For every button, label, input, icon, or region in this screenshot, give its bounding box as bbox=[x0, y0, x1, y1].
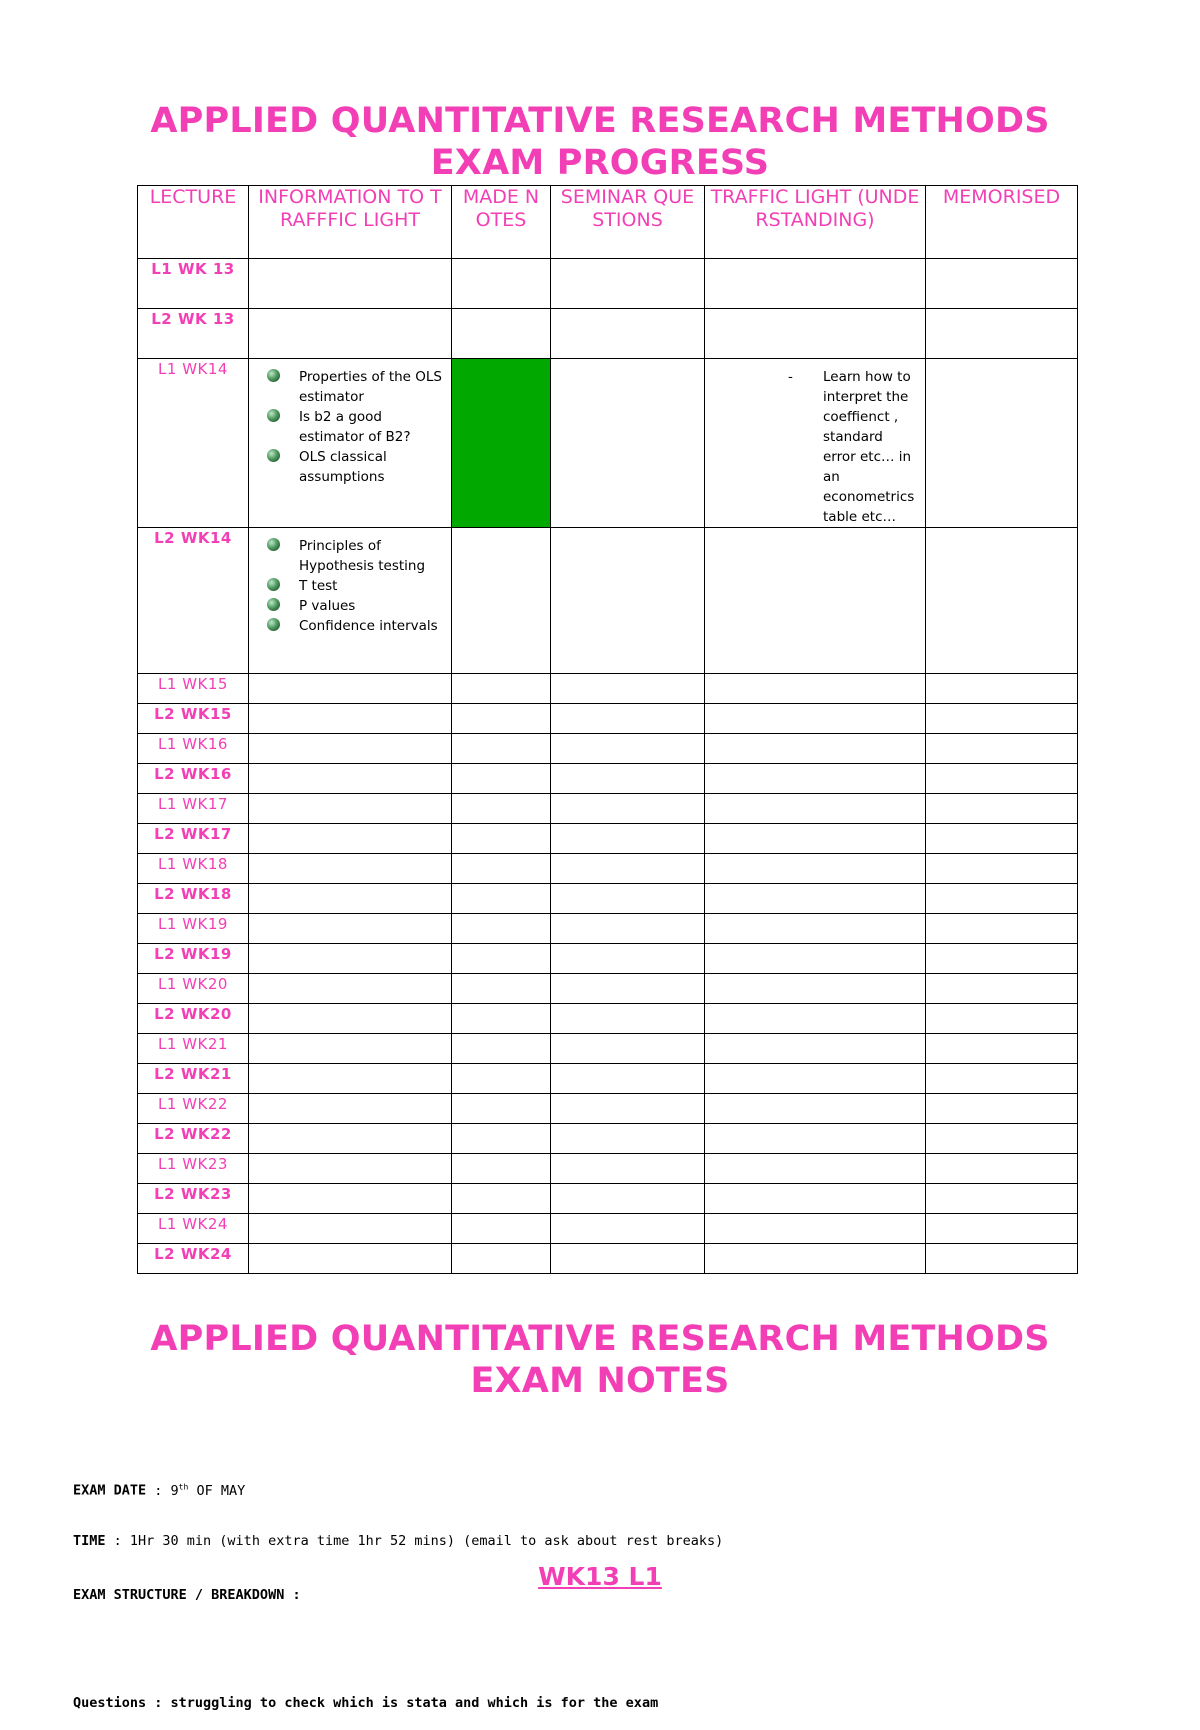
topic-text: Properties of the OLS estimator bbox=[299, 369, 442, 405]
section-heading-wk13-l1: WK13 L1 bbox=[538, 1562, 662, 1591]
topic-text: OLS classical assumptions bbox=[299, 449, 387, 485]
traffic-light-cell bbox=[705, 309, 926, 359]
information-cell bbox=[249, 674, 452, 704]
questions-text: Questions : struggling to check which is stata and which is for the exam bbox=[73, 1695, 659, 1711]
table-row bbox=[138, 1154, 1078, 1184]
information-cell bbox=[249, 884, 452, 914]
made-notes-cell bbox=[452, 914, 551, 944]
table-body bbox=[138, 259, 1078, 1274]
traffic-light-cell bbox=[705, 1244, 926, 1274]
made-notes-cell bbox=[452, 674, 551, 704]
topic-item bbox=[299, 367, 451, 407]
seminar-questions-cell bbox=[551, 1154, 705, 1184]
topic-text: Principles of Hypothesis testing bbox=[299, 538, 426, 574]
traffic-light-note bbox=[705, 367, 925, 527]
bullet-ball-icon bbox=[267, 409, 280, 422]
blank-line bbox=[73, 1640, 723, 1658]
structure-label: EXAM STRUCTURE / BREAKDOWN : bbox=[73, 1587, 301, 1603]
table-row bbox=[138, 1094, 1078, 1124]
topic-list bbox=[249, 536, 451, 636]
traffic-light-cell bbox=[705, 704, 926, 734]
traffic-light-cell bbox=[705, 914, 926, 944]
made-notes-cell bbox=[452, 824, 551, 854]
table-row bbox=[138, 1184, 1078, 1214]
made-notes-cell bbox=[452, 734, 551, 764]
information-cell bbox=[249, 974, 452, 1004]
table-row bbox=[138, 1124, 1078, 1154]
table-row bbox=[138, 528, 1078, 674]
bullet-ball-icon bbox=[267, 369, 280, 382]
bullet-ball-icon bbox=[267, 578, 280, 591]
traffic-light-cell bbox=[705, 259, 926, 309]
information-cell bbox=[249, 1094, 452, 1124]
information-cell bbox=[249, 1184, 452, 1214]
traffic-light-cell bbox=[705, 734, 926, 764]
bullet-ball-icon bbox=[267, 449, 280, 462]
topic-item bbox=[299, 616, 451, 636]
lecture-cell: L2 WK19 bbox=[138, 944, 249, 974]
information-cell bbox=[249, 1004, 452, 1034]
traffic-light-cell bbox=[705, 1124, 926, 1154]
memorised-cell bbox=[926, 309, 1078, 359]
lecture-cell: L2 WK16 bbox=[138, 764, 249, 794]
lecture-cell: L1 WK18 bbox=[138, 854, 249, 884]
lecture-cell: L1 WK20 bbox=[138, 974, 249, 1004]
lecture-cell: L2 WK23 bbox=[138, 1184, 249, 1214]
lecture-cell: L1 WK22 bbox=[138, 1094, 249, 1124]
memorised-cell bbox=[926, 1214, 1078, 1244]
table-row bbox=[138, 854, 1078, 884]
made-notes-cell bbox=[452, 944, 551, 974]
memorised-cell bbox=[926, 764, 1078, 794]
memorised-cell bbox=[926, 884, 1078, 914]
memorised-cell bbox=[926, 259, 1078, 309]
made-notes-cell bbox=[452, 1154, 551, 1184]
bullet-ball-icon bbox=[267, 598, 280, 611]
memorised-cell bbox=[926, 1244, 1078, 1274]
table-row bbox=[138, 309, 1078, 359]
information-cell bbox=[249, 794, 452, 824]
topic-item bbox=[299, 596, 451, 616]
lecture-cell: L1 WK15 bbox=[138, 674, 249, 704]
progress-title-line2: EXAM PROGRESS bbox=[430, 143, 770, 183]
exam-progress-table bbox=[137, 185, 1078, 1274]
seminar-questions-cell bbox=[551, 914, 705, 944]
information-cell bbox=[249, 944, 452, 974]
seminar-questions-cell bbox=[551, 854, 705, 884]
table-row bbox=[138, 359, 1078, 528]
memorised-cell bbox=[926, 1154, 1078, 1184]
memorised-cell bbox=[926, 794, 1078, 824]
memorised-cell bbox=[926, 824, 1078, 854]
memorised-cell bbox=[926, 1064, 1078, 1094]
topic-text: P values bbox=[299, 598, 356, 614]
made-notes-cell bbox=[452, 1184, 551, 1214]
made-notes-cell bbox=[452, 309, 551, 359]
traffic-light-cell bbox=[705, 1064, 926, 1094]
information-cell bbox=[249, 764, 452, 794]
lecture-cell: L2 WK14 bbox=[138, 528, 249, 674]
topic-item bbox=[299, 447, 451, 487]
notes-title-line1: APPLIED QUANTITATIVE RESEARCH METHODS bbox=[150, 1319, 1050, 1359]
lecture-cell: L1 WK24 bbox=[138, 1214, 249, 1244]
table-row bbox=[138, 914, 1078, 944]
seminar-questions-cell bbox=[551, 1004, 705, 1034]
memorised-cell bbox=[926, 1124, 1078, 1154]
information-cell bbox=[249, 1034, 452, 1064]
table-row bbox=[138, 704, 1078, 734]
table-row bbox=[138, 824, 1078, 854]
traffic-light-cell bbox=[705, 528, 926, 674]
bullet-ball-icon bbox=[267, 618, 280, 631]
topic-text: Confidence intervals bbox=[299, 618, 438, 634]
header-lecture: LECTURE bbox=[138, 186, 249, 259]
table-row bbox=[138, 884, 1078, 914]
topic-item bbox=[299, 576, 451, 596]
information-cell bbox=[249, 359, 452, 528]
exam-date-value: : 9th OF MAY bbox=[146, 1482, 246, 1499]
traffic-light-cell bbox=[705, 764, 926, 794]
progress-title-line1: APPLIED QUANTITATIVE RESEARCH METHODS bbox=[150, 101, 1050, 141]
table-row bbox=[138, 1244, 1078, 1274]
memorised-cell bbox=[926, 914, 1078, 944]
lecture-cell: L1 WK21 bbox=[138, 1034, 249, 1064]
made-notes-cell bbox=[452, 1094, 551, 1124]
memorised-cell bbox=[926, 1184, 1078, 1214]
traffic-light-cell bbox=[705, 359, 926, 528]
traffic-light-cell bbox=[705, 1214, 926, 1244]
memorised-cell bbox=[926, 528, 1078, 674]
made-notes-cell bbox=[452, 1244, 551, 1274]
seminar-questions-cell bbox=[551, 884, 705, 914]
traffic-light-cell bbox=[705, 944, 926, 974]
made-notes-cell bbox=[452, 854, 551, 884]
traffic-light-cell bbox=[705, 854, 926, 884]
made-notes-cell bbox=[452, 1064, 551, 1094]
header-information: INFORMATION TO TRAFFFIC LIGHT bbox=[249, 186, 452, 259]
information-cell bbox=[249, 1064, 452, 1094]
dash-bullet: - bbox=[788, 369, 793, 385]
lecture-cell: L1 WK23 bbox=[138, 1154, 249, 1184]
table-row bbox=[138, 734, 1078, 764]
seminar-questions-cell bbox=[551, 944, 705, 974]
information-cell bbox=[249, 854, 452, 884]
traffic-light-cell bbox=[705, 794, 926, 824]
made-notes-cell bbox=[452, 359, 551, 528]
table-row bbox=[138, 1064, 1078, 1094]
traffic-light-cell bbox=[705, 674, 926, 704]
seminar-questions-cell bbox=[551, 1184, 705, 1214]
made-notes-cell bbox=[452, 1214, 551, 1244]
topic-item bbox=[299, 407, 451, 447]
seminar-questions-cell bbox=[551, 794, 705, 824]
exam-date-line bbox=[73, 1478, 723, 1499]
lecture-cell: L2 WK 13 bbox=[138, 309, 249, 359]
traffic-light-cell bbox=[705, 884, 926, 914]
table-row bbox=[138, 1034, 1078, 1064]
seminar-questions-cell bbox=[551, 309, 705, 359]
information-cell bbox=[249, 1124, 452, 1154]
time-value: : 1Hr 30 min (with extra time 1hr 52 mins) (email to ask about rest breaks) bbox=[105, 1533, 724, 1549]
memorised-cell bbox=[926, 674, 1078, 704]
lecture-cell: L1 WK19 bbox=[138, 914, 249, 944]
made-notes-cell bbox=[452, 794, 551, 824]
table-row bbox=[138, 1004, 1078, 1034]
made-notes-cell bbox=[452, 884, 551, 914]
information-cell bbox=[249, 528, 452, 674]
seminar-questions-cell bbox=[551, 764, 705, 794]
seminar-questions-cell bbox=[551, 1244, 705, 1274]
header-seminar-questions: SEMINAR QUESTIONS bbox=[551, 186, 705, 259]
questions-line bbox=[73, 1694, 723, 1712]
traffic-light-cell bbox=[705, 1034, 926, 1064]
lecture-cell: L1 WK 13 bbox=[138, 259, 249, 309]
information-cell bbox=[249, 309, 452, 359]
header-made-notes: MADE NOTES bbox=[452, 186, 551, 259]
information-cell bbox=[249, 1214, 452, 1244]
header-traffic-light: TRAFFIC LIGHT (UNDERSTANDING) bbox=[705, 186, 926, 259]
lecture-cell: L2 WK15 bbox=[138, 704, 249, 734]
topic-item bbox=[299, 536, 451, 576]
seminar-questions-cell bbox=[551, 528, 705, 674]
lecture-cell: L1 WK16 bbox=[138, 734, 249, 764]
seminar-questions-cell bbox=[551, 974, 705, 1004]
seminar-questions-cell bbox=[551, 734, 705, 764]
made-notes-cell bbox=[452, 1124, 551, 1154]
header-memorised: MEMORISED bbox=[926, 186, 1078, 259]
progress-title bbox=[0, 100, 1200, 184]
made-notes-cell bbox=[452, 764, 551, 794]
traffic-light-cell bbox=[705, 824, 926, 854]
seminar-questions-cell bbox=[551, 1094, 705, 1124]
made-notes-cell bbox=[452, 1004, 551, 1034]
lecture-cell: L2 WK17 bbox=[138, 824, 249, 854]
information-cell bbox=[249, 734, 452, 764]
exam-date-label: EXAM DATE bbox=[73, 1482, 147, 1499]
topic-text: T test bbox=[299, 578, 338, 594]
memorised-cell bbox=[926, 734, 1078, 764]
lecture-cell: L2 WK22 bbox=[138, 1124, 249, 1154]
lecture-cell: L1 WK14 bbox=[138, 359, 249, 528]
traffic-light-cell bbox=[705, 1184, 926, 1214]
memorised-cell bbox=[926, 854, 1078, 884]
memorised-cell bbox=[926, 1004, 1078, 1034]
lecture-cell: L2 WK24 bbox=[138, 1244, 249, 1274]
memorised-cell bbox=[926, 704, 1078, 734]
information-cell bbox=[249, 1154, 452, 1184]
topic-text: Is b2 a good estimator of B2? bbox=[299, 409, 411, 445]
seminar-questions-cell bbox=[551, 824, 705, 854]
memorised-cell bbox=[926, 1094, 1078, 1124]
time-label: TIME bbox=[73, 1533, 106, 1549]
information-cell bbox=[249, 1244, 452, 1274]
lecture-cell: L1 WK17 bbox=[138, 794, 249, 824]
traffic-light-cell bbox=[705, 1094, 926, 1124]
memorised-cell bbox=[926, 359, 1078, 528]
seminar-questions-cell bbox=[551, 259, 705, 309]
table-row bbox=[138, 1214, 1078, 1244]
memorised-cell bbox=[926, 944, 1078, 974]
information-cell bbox=[249, 914, 452, 944]
table-row bbox=[138, 674, 1078, 704]
topic-list bbox=[249, 367, 451, 487]
time-line bbox=[73, 1532, 723, 1550]
seminar-questions-cell bbox=[551, 674, 705, 704]
made-notes-cell bbox=[452, 974, 551, 1004]
bullet-ball-icon bbox=[267, 538, 280, 551]
notes-title bbox=[0, 1318, 1200, 1402]
seminar-questions-cell bbox=[551, 1034, 705, 1064]
seminar-questions-cell bbox=[551, 359, 705, 528]
traffic-light-note-text: Learn how to interpret the coeffienct , standard error etc… in an econometrics table etc… bbox=[823, 369, 915, 525]
made-notes-cell bbox=[452, 528, 551, 674]
seminar-questions-cell bbox=[551, 1214, 705, 1244]
memorised-cell bbox=[926, 1034, 1078, 1064]
seminar-questions-cell bbox=[551, 1124, 705, 1154]
seminar-questions-cell bbox=[551, 1064, 705, 1094]
traffic-light-cell bbox=[705, 1004, 926, 1034]
lecture-cell: L2 WK21 bbox=[138, 1064, 249, 1094]
seminar-questions-cell bbox=[551, 704, 705, 734]
information-cell bbox=[249, 824, 452, 854]
made-notes-cell bbox=[452, 259, 551, 309]
made-notes-cell bbox=[452, 704, 551, 734]
table-row bbox=[138, 974, 1078, 1004]
table-row bbox=[138, 764, 1078, 794]
information-cell bbox=[249, 704, 452, 734]
notes-title-line2: EXAM NOTES bbox=[470, 1361, 730, 1401]
lecture-cell: L2 WK20 bbox=[138, 1004, 249, 1034]
table-row bbox=[138, 259, 1078, 309]
traffic-light-cell bbox=[705, 974, 926, 1004]
made-notes-cell bbox=[452, 1034, 551, 1064]
lecture-cell: L2 WK18 bbox=[138, 884, 249, 914]
information-cell bbox=[249, 259, 452, 309]
table-row bbox=[138, 794, 1078, 824]
table-row bbox=[138, 944, 1078, 974]
memorised-cell bbox=[926, 974, 1078, 1004]
traffic-light-cell bbox=[705, 1154, 926, 1184]
